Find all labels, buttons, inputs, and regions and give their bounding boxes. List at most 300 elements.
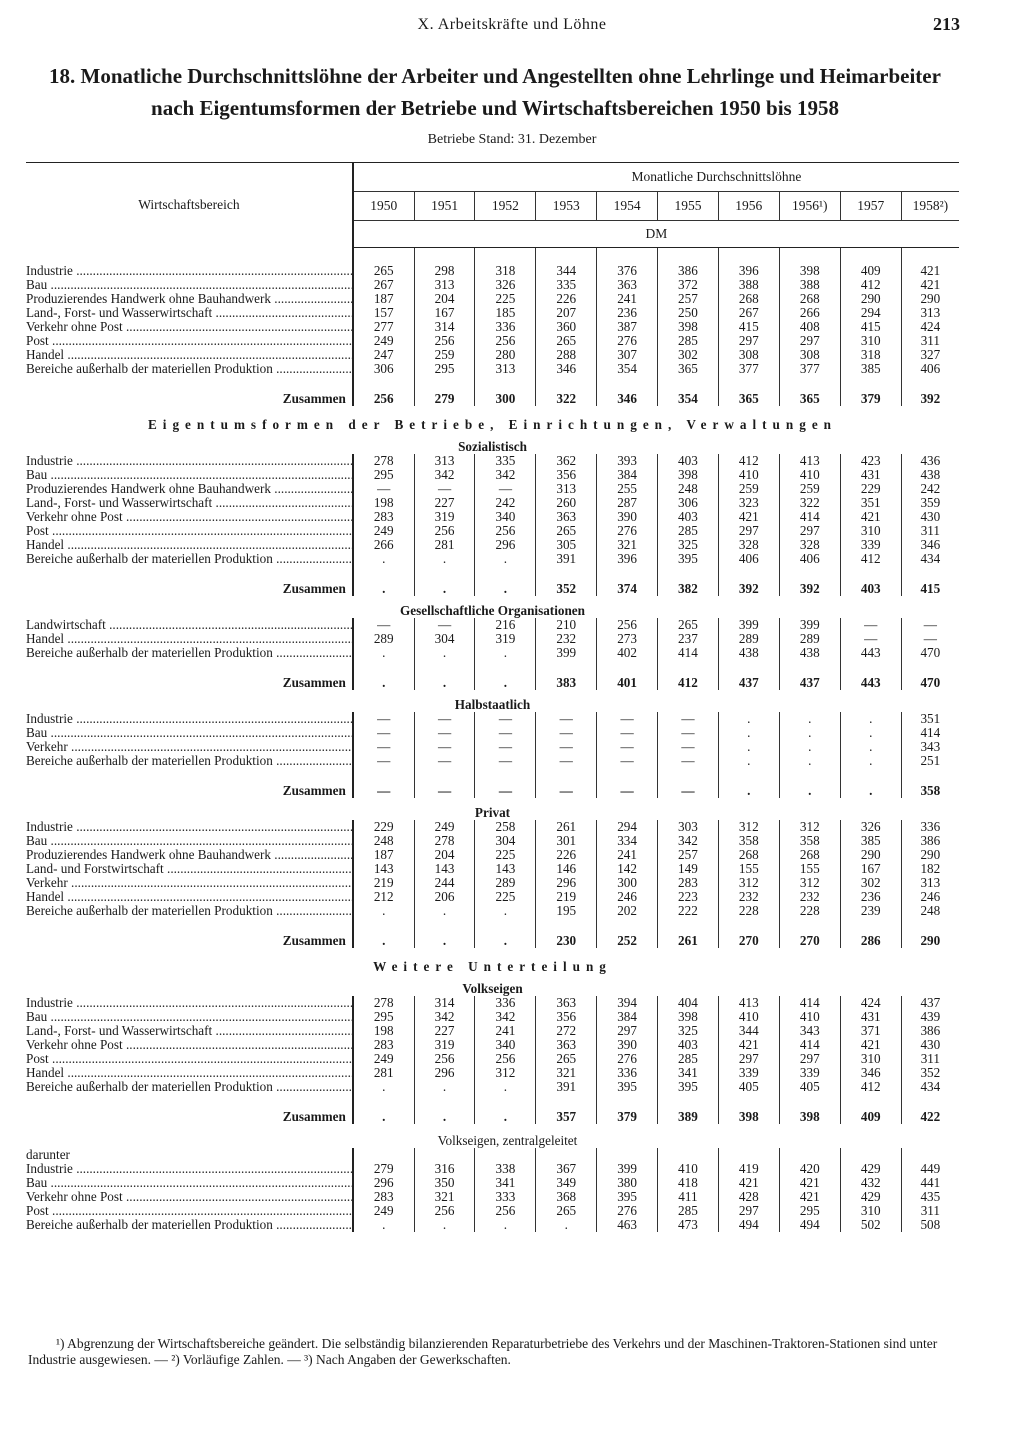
value-cell: 311 bbox=[901, 1052, 959, 1066]
table-title: 18. Monatliche Durchschnittslöhne der Arbeiter und Angestellten ohne Lehrlinge und Heimarbeiter nach Eigentumsformen der Betriebe und Wirtschaftsbereichen 1950 bis 1958 bbox=[49, 64, 941, 120]
value-cell: . bbox=[475, 566, 536, 596]
value-cell: 241 bbox=[597, 848, 658, 862]
value-cell: 403 bbox=[658, 454, 719, 468]
value-cell: 424 bbox=[901, 320, 959, 334]
value-cell: 318 bbox=[840, 348, 901, 362]
value-cell: . bbox=[414, 552, 475, 566]
value-cell: 281 bbox=[414, 538, 475, 552]
row-label-text: Verkehr ohne Post ..... bbox=[26, 510, 353, 524]
value-cell: 313 bbox=[475, 362, 536, 376]
value-cell: 279 bbox=[353, 1162, 414, 1176]
value-cell: 307 bbox=[597, 348, 658, 362]
table-row bbox=[26, 618, 959, 632]
value-cell: 283 bbox=[658, 876, 719, 890]
table-subtitle: Betriebe Stand: 31. Dezember bbox=[427, 132, 597, 147]
value-cell: . bbox=[475, 660, 536, 690]
row-label bbox=[26, 1080, 353, 1094]
total-row bbox=[26, 376, 959, 406]
row-label-text: Produzierendes Handwerk ohne Bauhandwerk ..... bbox=[26, 482, 353, 496]
value-cell: 438 bbox=[718, 646, 779, 660]
value-cell: 413 bbox=[779, 454, 840, 468]
row-label-text: Bereiche außerhalb der materiellen Produktion ..... bbox=[26, 1218, 353, 1232]
value-cell: — bbox=[597, 740, 658, 754]
row-label-text: Verkehr ohne Post ..... bbox=[26, 1038, 353, 1052]
value-cell: 256 bbox=[475, 524, 536, 538]
value-cell: 398 bbox=[658, 1010, 719, 1024]
value-cell: 256 bbox=[475, 1204, 536, 1218]
row-label bbox=[26, 646, 353, 660]
value-cell: 258 bbox=[475, 820, 536, 834]
value-cell: 359 bbox=[901, 496, 959, 510]
value-cell: 143 bbox=[353, 862, 414, 876]
value-cell: 297 bbox=[779, 1052, 840, 1066]
value-cell: 431 bbox=[840, 468, 901, 482]
value-cell: 312 bbox=[718, 876, 779, 890]
value-cell: 327 bbox=[901, 348, 959, 362]
value-cell: 303 bbox=[658, 820, 719, 834]
value-cell: 431 bbox=[840, 1010, 901, 1024]
year-header: 1958²) bbox=[901, 192, 959, 221]
value-cell: 289 bbox=[779, 632, 840, 646]
value-cell: 339 bbox=[779, 1066, 840, 1080]
value-cell: 259 bbox=[718, 482, 779, 496]
value-cell: 287 bbox=[597, 496, 658, 510]
total-row bbox=[26, 768, 959, 798]
value-cell: 360 bbox=[536, 320, 597, 334]
value-cell: 241 bbox=[475, 1024, 536, 1038]
row-label-text: Landwirtschaft ..... bbox=[26, 618, 353, 632]
value-cell: 335 bbox=[475, 454, 536, 468]
row-label bbox=[26, 996, 353, 1010]
value-cell: 342 bbox=[475, 1010, 536, 1024]
value-cell: 339 bbox=[718, 1066, 779, 1080]
value-cell: 276 bbox=[597, 334, 658, 348]
value-cell: 289 bbox=[353, 632, 414, 646]
value-cell: 356 bbox=[536, 468, 597, 482]
value-cell: 143 bbox=[475, 862, 536, 876]
plain-row bbox=[26, 1148, 959, 1162]
value-cell: 395 bbox=[597, 1190, 658, 1204]
row-label bbox=[26, 834, 353, 848]
value-cell: 285 bbox=[658, 1052, 719, 1066]
value-cell: 438 bbox=[779, 646, 840, 660]
value-cell: 278 bbox=[414, 834, 475, 848]
value-cell: 142 bbox=[597, 862, 658, 876]
row-label bbox=[26, 524, 353, 538]
value-cell: 267 bbox=[353, 278, 414, 292]
total-label: Zusammen bbox=[282, 932, 346, 948]
value-cell: . bbox=[840, 768, 901, 798]
row-label bbox=[26, 482, 353, 496]
value-cell: . bbox=[353, 1218, 414, 1232]
value-cell: 256 bbox=[475, 334, 536, 348]
value-cell: 259 bbox=[414, 348, 475, 362]
footnotes bbox=[28, 1336, 964, 1368]
value-cell: . bbox=[353, 660, 414, 690]
value-cell: 294 bbox=[597, 820, 658, 834]
value-cell: . bbox=[718, 712, 779, 726]
value-cell: 328 bbox=[779, 538, 840, 552]
value-cell: 304 bbox=[475, 834, 536, 848]
row-label bbox=[26, 1218, 353, 1232]
value-cell: 333 bbox=[475, 1190, 536, 1204]
value-cell: 225 bbox=[475, 890, 536, 904]
value-cell: 437 bbox=[718, 660, 779, 690]
value-cell: 295 bbox=[779, 1204, 840, 1218]
value-cell: 396 bbox=[718, 264, 779, 278]
row-label-text: Handel ..... bbox=[26, 348, 353, 362]
value-cell: 399 bbox=[536, 646, 597, 660]
value-cell: 318 bbox=[475, 264, 536, 278]
value-cell: 443 bbox=[840, 646, 901, 660]
value-cell: 313 bbox=[536, 482, 597, 496]
value-cell: 473 bbox=[658, 1218, 719, 1232]
row-label-text: Bau ..... bbox=[26, 1176, 353, 1190]
value-cell: 390 bbox=[597, 510, 658, 524]
value-cell: 297 bbox=[718, 334, 779, 348]
row-label bbox=[26, 1052, 353, 1066]
value-cell: . bbox=[414, 566, 475, 596]
value-cell: 430 bbox=[901, 510, 959, 524]
value-cell: 276 bbox=[597, 524, 658, 538]
value-cell: . bbox=[353, 566, 414, 596]
value-cell: — bbox=[536, 768, 597, 798]
value-cell: 336 bbox=[597, 1066, 658, 1080]
table-row bbox=[26, 510, 959, 524]
table-row bbox=[26, 1080, 959, 1094]
value-cell: 297 bbox=[718, 1204, 779, 1218]
value-cell: 182 bbox=[901, 862, 959, 876]
value-cell: 410 bbox=[779, 1010, 840, 1024]
row-label-text: Post ..... bbox=[26, 334, 353, 348]
value-cell: 342 bbox=[658, 834, 719, 848]
row-label bbox=[26, 726, 353, 740]
value-cell: 372 bbox=[658, 278, 719, 292]
value-cell: 232 bbox=[718, 890, 779, 904]
value-cell: 286 bbox=[840, 918, 901, 948]
table-row bbox=[26, 726, 959, 740]
value-cell: 323 bbox=[718, 496, 779, 510]
section-heading: Eigentumsformen der Betriebe, Einrichtungen, Verwaltungen bbox=[147, 416, 838, 432]
group-header: Monatliche Durchschnittslöhne bbox=[353, 163, 959, 192]
value-cell: — bbox=[414, 726, 475, 740]
value-cell: 285 bbox=[658, 1204, 719, 1218]
value-cell: 155 bbox=[718, 862, 779, 876]
value-cell: 313 bbox=[414, 454, 475, 468]
table-row bbox=[26, 524, 959, 538]
value-cell: — bbox=[475, 754, 536, 768]
value-cell: 414 bbox=[779, 510, 840, 524]
value-cell: 502 bbox=[840, 1218, 901, 1232]
value-cell: 412 bbox=[658, 660, 719, 690]
section-heading: Weitere Unterteilung bbox=[373, 958, 612, 974]
year-header: 1953 bbox=[536, 192, 597, 221]
row-label-text: Verkehr ..... bbox=[26, 876, 353, 890]
row-label bbox=[26, 468, 353, 482]
value-cell: 399 bbox=[718, 618, 779, 632]
year-header: 1956 bbox=[718, 192, 779, 221]
value-cell: 437 bbox=[901, 996, 959, 1010]
value-cell: 392 bbox=[779, 566, 840, 596]
value-cell: — bbox=[536, 712, 597, 726]
section-heading: Sozialistisch bbox=[458, 438, 527, 454]
row-label-text: Land-, Forst- und Wasserwirtschaft ..... bbox=[26, 1024, 353, 1038]
value-cell: 409 bbox=[840, 1094, 901, 1124]
value-cell: 304 bbox=[414, 632, 475, 646]
value-cell: 384 bbox=[597, 1010, 658, 1024]
row-label bbox=[26, 632, 353, 646]
value-cell: 301 bbox=[536, 834, 597, 848]
value-cell: — bbox=[353, 618, 414, 632]
row-label bbox=[26, 754, 353, 768]
value-cell: 437 bbox=[779, 660, 840, 690]
stub-header: Wirtschaftsbereich bbox=[138, 197, 240, 213]
value-cell: . bbox=[353, 1080, 414, 1094]
value-cell: — bbox=[536, 726, 597, 740]
value-cell: 312 bbox=[718, 820, 779, 834]
value-cell: . bbox=[475, 1094, 536, 1124]
value-cell: 380 bbox=[597, 1176, 658, 1190]
value-cell: 410 bbox=[779, 468, 840, 482]
row-label-text: Industrie ..... bbox=[26, 820, 353, 834]
section-heading: Gesellschaftliche Organisationen bbox=[400, 602, 585, 618]
footnote-text: ¹) Abgrenzung der Wirtschaftsbereiche geändert. Die selbständig bilanzierenden Reparaturbetriebe des Verkehrs und der Maschinen-Traktoren-Stationen sind unter Industrie ausgewiesen. — ²) Vorläufige Zahlen. — ³) Nach Angaben der Gewerkschaften. bbox=[28, 1336, 938, 1367]
table-row bbox=[26, 1176, 959, 1190]
value-cell: 312 bbox=[779, 876, 840, 890]
value-cell: 421 bbox=[840, 510, 901, 524]
value-cell: 338 bbox=[475, 1162, 536, 1176]
value-cell: . bbox=[353, 918, 414, 948]
value-cell: 392 bbox=[718, 566, 779, 596]
value-cell: 167 bbox=[414, 306, 475, 320]
empty-cell bbox=[718, 1148, 779, 1162]
value-cell: 290 bbox=[840, 292, 901, 306]
empty-cell bbox=[597, 1148, 658, 1162]
table-row bbox=[26, 320, 959, 334]
value-cell: — bbox=[414, 768, 475, 798]
table-row bbox=[26, 1162, 959, 1176]
value-cell: 395 bbox=[597, 1080, 658, 1094]
value-cell: 393 bbox=[597, 454, 658, 468]
section-heading: Privat bbox=[474, 804, 511, 820]
row-label bbox=[26, 1066, 353, 1080]
value-cell: 232 bbox=[779, 890, 840, 904]
value-cell: — bbox=[536, 754, 597, 768]
value-cell: 285 bbox=[658, 334, 719, 348]
value-cell: — bbox=[658, 754, 719, 768]
empty-cell bbox=[779, 1148, 840, 1162]
section-heading-row bbox=[26, 432, 959, 454]
value-cell: 256 bbox=[475, 1052, 536, 1066]
value-cell: 354 bbox=[658, 376, 719, 406]
value-cell: 312 bbox=[779, 820, 840, 834]
value-cell: — bbox=[475, 712, 536, 726]
value-cell: 313 bbox=[901, 306, 959, 320]
table-row bbox=[26, 552, 959, 566]
table-row bbox=[26, 334, 959, 348]
value-cell: 225 bbox=[475, 292, 536, 306]
value-cell: 204 bbox=[414, 292, 475, 306]
row-label bbox=[26, 618, 353, 632]
value-cell: — bbox=[475, 740, 536, 754]
table-row bbox=[26, 754, 959, 768]
value-cell: . bbox=[718, 740, 779, 754]
value-cell: 310 bbox=[840, 334, 901, 348]
value-cell: 259 bbox=[779, 482, 840, 496]
value-cell: 252 bbox=[597, 918, 658, 948]
value-cell: 341 bbox=[658, 1066, 719, 1080]
value-cell: 358 bbox=[718, 834, 779, 848]
value-cell: 388 bbox=[718, 278, 779, 292]
value-cell: 319 bbox=[475, 632, 536, 646]
value-cell: 403 bbox=[658, 1038, 719, 1052]
row-label-text: Bereiche außerhalb der materiellen Produktion ..... bbox=[26, 646, 353, 660]
value-cell: 249 bbox=[353, 1052, 414, 1066]
value-cell: 242 bbox=[901, 482, 959, 496]
value-cell: 311 bbox=[901, 334, 959, 348]
row-label-text: Land-, Forst- und Wasserwirtschaft ..... bbox=[26, 496, 353, 510]
value-cell: 202 bbox=[597, 904, 658, 918]
value-cell: 358 bbox=[779, 834, 840, 848]
section-heading-row bbox=[26, 406, 959, 432]
value-cell: 346 bbox=[597, 376, 658, 406]
row-label-text: Handel ..... bbox=[26, 890, 353, 904]
row-label-text: Handel ..... bbox=[26, 1066, 353, 1080]
table-row bbox=[26, 362, 959, 376]
value-cell: 246 bbox=[597, 890, 658, 904]
table-row bbox=[26, 996, 959, 1010]
spacer-row bbox=[26, 248, 959, 264]
value-cell: 432 bbox=[840, 1176, 901, 1190]
value-cell: . bbox=[475, 904, 536, 918]
value-cell: 149 bbox=[658, 862, 719, 876]
row-label-text: Post ..... bbox=[26, 524, 353, 538]
value-cell: 290 bbox=[901, 848, 959, 862]
value-cell: . bbox=[414, 1080, 475, 1094]
value-cell: . bbox=[840, 740, 901, 754]
value-cell: 401 bbox=[597, 660, 658, 690]
value-cell: 198 bbox=[353, 1024, 414, 1038]
value-cell: 326 bbox=[475, 278, 536, 292]
value-cell: 185 bbox=[475, 306, 536, 320]
value-cell: 268 bbox=[718, 848, 779, 862]
value-cell: 204 bbox=[414, 848, 475, 862]
value-cell: 376 bbox=[597, 264, 658, 278]
value-cell: — bbox=[414, 740, 475, 754]
value-cell: 421 bbox=[901, 278, 959, 292]
row-label-text: Verkehr ohne Post ..... bbox=[26, 1190, 353, 1204]
value-cell: 268 bbox=[718, 292, 779, 306]
spacer-cell bbox=[779, 248, 840, 264]
row-label-text: Bau ..... bbox=[26, 834, 353, 848]
value-cell: 334 bbox=[597, 834, 658, 848]
value-cell: 344 bbox=[718, 1024, 779, 1038]
row-label-text: Post ..... bbox=[26, 1204, 353, 1218]
value-cell: — bbox=[658, 740, 719, 754]
row-label bbox=[26, 292, 353, 306]
value-cell: 336 bbox=[475, 996, 536, 1010]
value-cell: 418 bbox=[658, 1176, 719, 1190]
value-cell: 265 bbox=[658, 618, 719, 632]
value-cell: — bbox=[840, 632, 901, 646]
value-cell: 312 bbox=[475, 1066, 536, 1080]
row-label bbox=[26, 712, 353, 726]
value-cell: 350 bbox=[414, 1176, 475, 1190]
table-row bbox=[26, 348, 959, 362]
value-cell: 276 bbox=[597, 1204, 658, 1218]
value-cell: 391 bbox=[536, 552, 597, 566]
value-cell: 308 bbox=[779, 348, 840, 362]
value-cell: 232 bbox=[536, 632, 597, 646]
value-cell: 321 bbox=[536, 1066, 597, 1080]
value-cell: 377 bbox=[718, 362, 779, 376]
value-cell: 249 bbox=[353, 334, 414, 348]
value-cell: 322 bbox=[536, 376, 597, 406]
value-cell: 267 bbox=[718, 306, 779, 320]
value-cell: 266 bbox=[779, 306, 840, 320]
value-cell: 300 bbox=[597, 876, 658, 890]
value-cell: 314 bbox=[414, 320, 475, 334]
value-cell: 256 bbox=[597, 618, 658, 632]
table-row bbox=[26, 740, 959, 754]
value-cell: . bbox=[353, 1094, 414, 1124]
row-label-text: Bau ..... bbox=[26, 1010, 353, 1024]
value-cell: 470 bbox=[901, 646, 959, 660]
value-cell: 421 bbox=[779, 1190, 840, 1204]
value-cell: 391 bbox=[536, 1080, 597, 1094]
value-cell: 343 bbox=[779, 1024, 840, 1038]
row-label bbox=[26, 496, 353, 510]
value-cell: 362 bbox=[536, 454, 597, 468]
value-cell: 289 bbox=[475, 876, 536, 890]
row-label bbox=[26, 264, 353, 278]
value-cell: 302 bbox=[840, 876, 901, 890]
table-row bbox=[26, 1038, 959, 1052]
value-cell: . bbox=[475, 918, 536, 948]
value-cell: . bbox=[779, 740, 840, 754]
value-cell: 371 bbox=[840, 1024, 901, 1038]
value-cell: 187 bbox=[353, 848, 414, 862]
value-cell: 216 bbox=[475, 618, 536, 632]
value-cell: 449 bbox=[901, 1162, 959, 1176]
value-cell: — bbox=[658, 726, 719, 740]
value-cell: 394 bbox=[597, 996, 658, 1010]
value-cell: 281 bbox=[353, 1066, 414, 1080]
value-cell: . bbox=[779, 768, 840, 798]
value-cell: 421 bbox=[718, 510, 779, 524]
total-label: Zusammen bbox=[282, 390, 346, 406]
value-cell: — bbox=[414, 712, 475, 726]
value-cell: . bbox=[475, 1218, 536, 1232]
section-heading-row bbox=[26, 596, 959, 618]
value-cell: 436 bbox=[901, 454, 959, 468]
value-cell: 310 bbox=[840, 1052, 901, 1066]
value-cell: 508 bbox=[901, 1218, 959, 1232]
row-label bbox=[26, 278, 353, 292]
row-label bbox=[26, 320, 353, 334]
value-cell: 212 bbox=[353, 890, 414, 904]
value-cell: 379 bbox=[597, 1094, 658, 1124]
value-cell: . bbox=[353, 646, 414, 660]
row-label bbox=[26, 334, 353, 348]
value-cell: 346 bbox=[536, 362, 597, 376]
value-cell: 398 bbox=[779, 264, 840, 278]
section-heading: Halbstaatlich bbox=[454, 696, 531, 712]
value-cell: 310 bbox=[840, 524, 901, 538]
value-cell: 399 bbox=[597, 1162, 658, 1176]
unit-label: DM bbox=[353, 221, 959, 248]
chapter-heading: X. Arbeitskräfte und Löhne bbox=[417, 16, 607, 33]
